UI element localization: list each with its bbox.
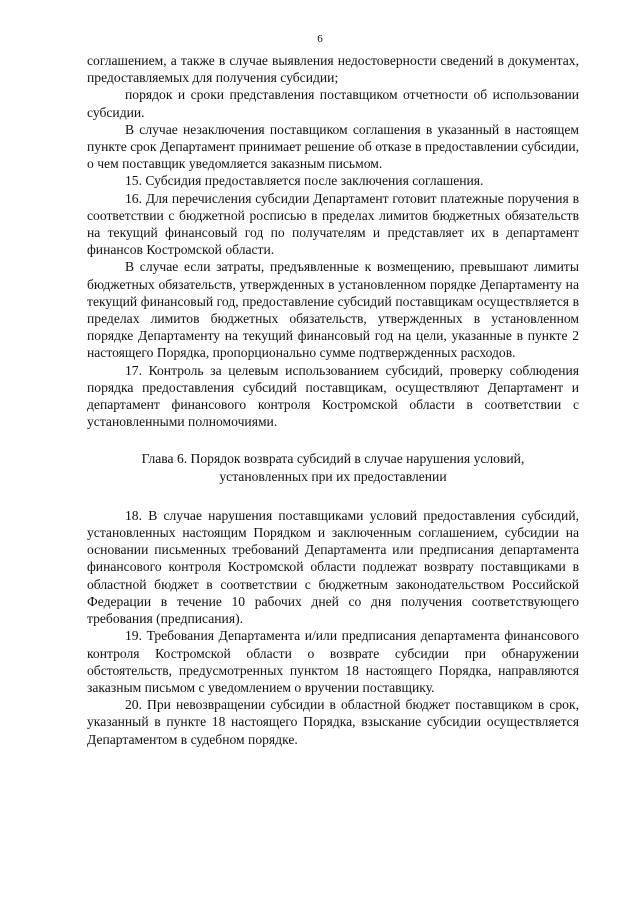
paragraphs-bottom	[87, 507, 579, 748]
page-number: 6	[317, 33, 323, 45]
paragraph: 18. В случае нарушения поставщиками условий предоставления субсидий, установленных настоящим Порядком и заключенным соглашением, субсидии на основании письменных требований Департамента или предписания департамента финансового контроля Костромской области подлежат возврату поставщиками в областной бюджет в соответствии с бюджетным законодательством Российской Федерации в течение 10 рабочих дней со дня получения соответствующего требования (предписания).	[87, 507, 579, 627]
paragraph: В случае незаключения поставщиком соглашения в указанный в настоящем пункте срок Департамент принимает решение об отказе в предоставлении субсидии, о чем поставщик уведомляется заказным письмом.	[87, 121, 579, 172]
paragraph: В случае если затраты, предъявленные к возмещению, превышают лимиты бюджетных обязательств, утвержденных в установленном порядке Департаменту на текущий финансовый год, предоставление субсидий поставщикам осуществляется в пределах лимитов бюджетных обязательств, утвержденных в установленном порядке Департаменту на текущий финансовый год на цели, указанные в пункте 2 настоящего Порядка, пропорционально сумме подтвержденных расходов.	[87, 259, 579, 361]
paragraph: 17. Контроль за целевым использованием субсидий, проверку соблюдения порядка предоставления субсидий поставщикам, осуществляют Департамент и департамент финансового контроля Костромской области в соответствии с установленными полномочиями.	[87, 362, 579, 430]
document-body	[87, 52, 579, 748]
paragraphs-top	[87, 52, 579, 430]
chapter-heading-line2: установленных при их предоставлении	[219, 468, 447, 484]
paragraph: порядок и сроки представления поставщиком отчетности об использовании субсидии.	[87, 87, 579, 120]
paragraph: соглашением, а также в случае выявления недостоверности сведений в документах, предоставляемых для получения субсидии;	[87, 53, 579, 86]
paragraph: 15. Субсидия предоставляется после заключения соглашения.	[125, 173, 484, 189]
chapter-heading	[87, 450, 579, 484]
paragraph: 19. Требования Департамента и/или предписания департамента финансового контроля Костромской области о возврате субсидии при обнаружении обстоятельств, предусмотренных пунктом 18 настоящего Порядка, направляются заказным письмом с уведомлением о вручении поставщику.	[87, 628, 579, 695]
paragraph: 20. При невозвращении субсидии в областной бюджет поставщиком в срок, указанный в пункте 18 настоящего Порядка, взыскание субсидии осуществляется Департаментом в судебном порядке.	[87, 697, 579, 747]
chapter-heading-line1: Глава 6. Порядок возврата субсидий в случае нарушения условий,	[141, 451, 525, 467]
paragraph: 16. Для перечисления субсидии Департамент готовит платежные поручения в соответствии с бюджетной росписью в пределах лимитов бюджетных обязательств на текущий финансовый год по получателям и представляет их в департамент финансов Костромской области.	[87, 190, 579, 258]
